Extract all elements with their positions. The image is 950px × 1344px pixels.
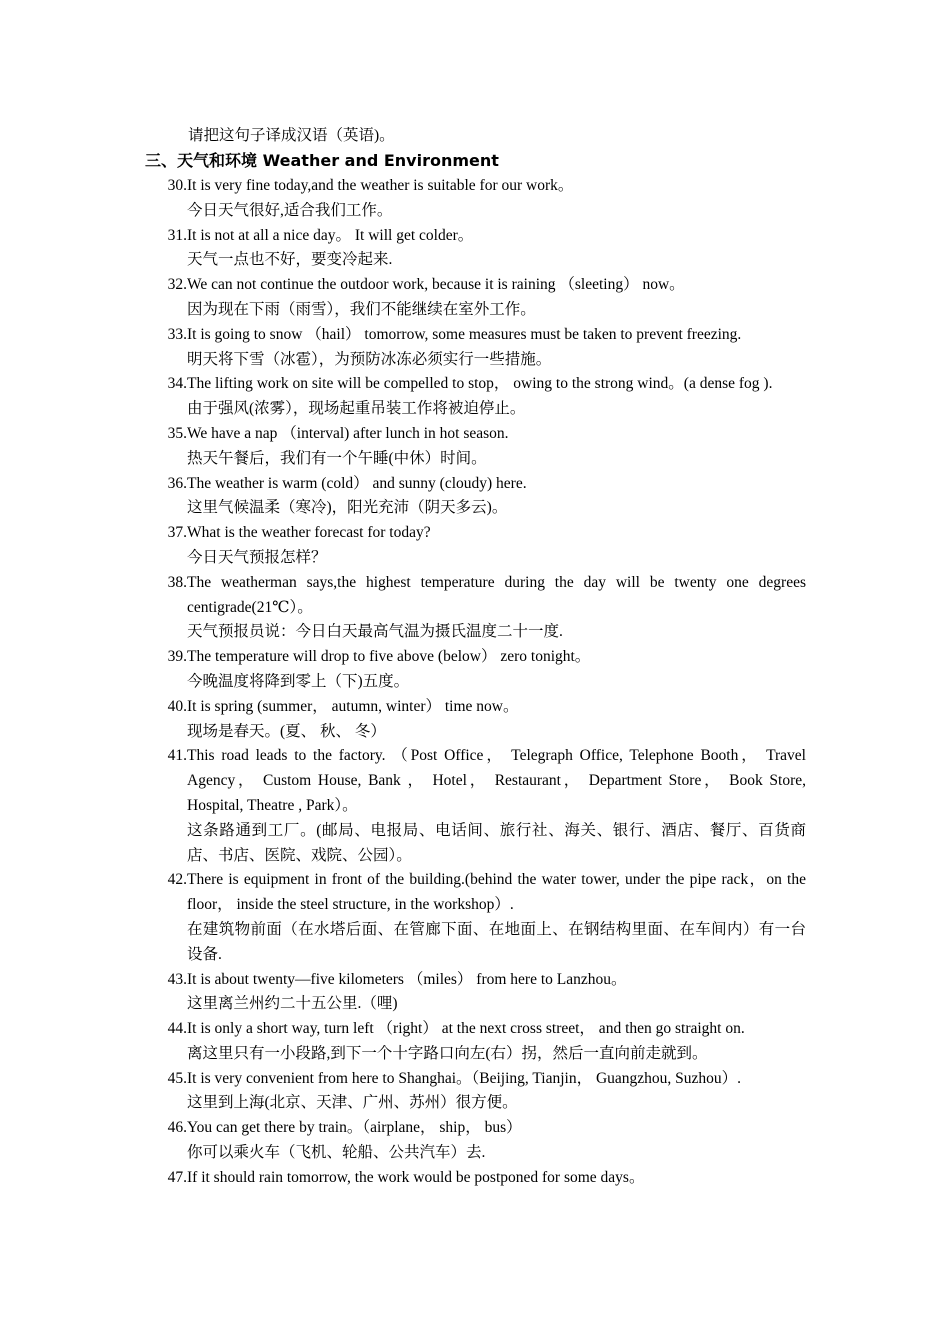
list-item [150, 224, 806, 274]
item-number-text: 31. [167, 226, 187, 244]
item-body [187, 571, 806, 645]
item-number [150, 422, 187, 472]
list-item [150, 174, 806, 224]
item-number-text: 45. [167, 1069, 187, 1087]
item-body [187, 174, 806, 224]
item-number [150, 645, 187, 695]
item-number [150, 1116, 187, 1166]
item-number [150, 1067, 187, 1117]
english-sentence: The temperature will drop to five above (below） zero tonight。 [187, 648, 591, 666]
english-sentence: It is going to snow （hail） tomorrow, some measures must be taken to prevent freezing. [187, 325, 742, 343]
english-sentence: It is very convenient from here to Shanghai。（Beijing, Tianjin， Guangzhou, Suzhou）. [187, 1069, 742, 1087]
english-sentence: We have a nap （interval) after lunch in hot season. [187, 424, 509, 442]
item-number-text: 42. [167, 871, 187, 889]
item-body [187, 1017, 806, 1067]
chinese-translation: 天气预报员说：今日白天最高气温为摄氏温度二十一度. [187, 623, 563, 641]
item-number [150, 868, 187, 967]
english-sentence: It is very fine today,and the weather is suitable for our work。 [187, 177, 574, 194]
english-sentence: The lifting work on site will be compelled to stop， owing to the strong wind。(a dense fog ). [187, 375, 773, 393]
item-body [187, 868, 806, 967]
item-number [150, 968, 187, 1018]
item-number [150, 472, 187, 522]
chinese-translation: 现场是春天。(夏、 秋、 冬） [187, 722, 386, 740]
list-item [150, 645, 806, 695]
item-number-text: 46. [167, 1119, 187, 1137]
chinese-translation: 今日天气很好,适合我们工作。 [187, 201, 393, 219]
item-number-text: 41. [167, 747, 187, 765]
item-number-text: 33. [167, 325, 187, 343]
english-sentence: It is about twenty—five kilometers （miles） from here to Lanzhou。 [187, 970, 627, 988]
item-body [187, 273, 806, 323]
chinese-translation: 热天午餐后，我们有一个午睡(中休）时间。 [187, 449, 487, 467]
item-number [150, 224, 187, 274]
english-sentence: It is only a short way, turn left （right） at the next cross street， and then go straight on. [187, 1020, 745, 1038]
intro-line: 请把这句子译成汉语（英语)。 [188, 127, 395, 144]
item-number [150, 571, 187, 645]
chinese-translation: 因为现在下雨（雨雪），我们不能继续在室外工作。 [187, 300, 536, 318]
list-item [150, 1116, 806, 1166]
english-sentence: It is not at all a nice day。 It will get colder。 [187, 226, 474, 244]
item-body [187, 1166, 806, 1191]
english-sentence: It is spring (summer， autumn, winter） time now。 [187, 697, 519, 715]
english-sentence: The weatherman says,the highest temperature during the day will be twenty one degrees centigrade(21℃）。 [187, 573, 806, 616]
chinese-translation: 天气一点也不好，要变冷起来. [187, 251, 393, 269]
item-number-text: 37. [167, 524, 187, 542]
item-body [187, 968, 806, 1018]
item-body [187, 472, 806, 522]
list-item [150, 521, 806, 571]
item-number-text: 34. [167, 375, 187, 393]
item-number-text: 44. [167, 1020, 187, 1038]
item-body [187, 1067, 806, 1117]
chinese-translation: 这里气候温柔（寒冷)，阳光充沛（阴天多云)。 [187, 499, 508, 517]
item-number [150, 521, 187, 571]
chinese-translation: 这里离兰州约二十五公里.（哩) [187, 995, 398, 1013]
item-number-text: 35. [167, 424, 187, 442]
item-number [150, 372, 187, 422]
list-item [150, 695, 806, 745]
item-body [187, 224, 806, 274]
item-number-text: 40. [167, 697, 187, 715]
item-body [187, 744, 806, 868]
item-number-text: 43. [167, 970, 187, 988]
item-body [187, 521, 806, 571]
item-number [150, 323, 187, 373]
item-body [187, 645, 806, 695]
chinese-translation: 今晚温度将降到零上（下)五度。 [187, 672, 410, 690]
english-sentence: There is equipment in front of the building.(behind the water tower, under the pipe rack，on the floor， inside the steel structure, in the workshop）. [187, 871, 806, 914]
item-number-text: 39. [167, 648, 187, 666]
english-sentence: What is the weather forecast for today? [187, 524, 431, 542]
chinese-translation: 今日天气预报怎样？ [187, 548, 327, 566]
chinese-translation: 离这里只有一小段路,到下一个十字路口向左(右）拐，然后一直向前走就到。 [187, 1044, 708, 1062]
list-item [150, 323, 806, 373]
list-item [150, 372, 806, 422]
chinese-translation: 你可以乘火车（飞机、轮船、公共汽车）去. [187, 1144, 486, 1162]
sentence-list [150, 174, 806, 1191]
chinese-translation: 在建筑物前面（在水塔后面、在管廊下面、在地面上、在钢结构里面、在车间内）有一台设备. [187, 920, 806, 963]
list-item [150, 1166, 806, 1191]
item-body [187, 422, 806, 472]
item-number [150, 174, 187, 224]
english-sentence: If it should rain tomorrow, the work would be postponed for some days。 [187, 1168, 645, 1186]
english-sentence: The weather is warm (cold） and sunny (cloudy) here. [187, 474, 527, 492]
list-item [150, 472, 806, 522]
item-body [187, 372, 806, 422]
item-body [187, 1116, 806, 1166]
list-item [150, 968, 806, 1018]
list-item [150, 744, 806, 868]
chinese-translation: 由于强风(浓雾），现场起重吊装工作将被迫停止。 [187, 400, 526, 418]
list-item [150, 1017, 806, 1067]
section-title: 三、天气和环境 Weather and Environment [145, 151, 499, 170]
item-number [150, 1017, 187, 1067]
list-item [150, 868, 806, 967]
item-number-text: 32. [167, 276, 187, 294]
item-body [187, 323, 806, 373]
chinese-translation: 这里到上海(北京、天津、广州、苏州）很方便。 [187, 1094, 518, 1112]
item-number-text: 30. [167, 177, 187, 194]
item-number-text: 36. [167, 474, 187, 492]
item-number [150, 695, 187, 745]
chinese-translation: 明天将下雪（冰雹），为预防冰冻必须实行一些措施。 [187, 350, 552, 368]
list-item [150, 422, 806, 472]
item-number [150, 1166, 187, 1191]
item-number-text: 47. [167, 1168, 187, 1186]
item-number-text: 38. [167, 573, 187, 591]
english-sentence: You can get there by train。（airplane， ship， bus） [187, 1119, 522, 1137]
english-sentence: We can not continue the outdoor work, because it is raining （sleeting） now。 [187, 276, 685, 294]
english-sentence: This road leads to the factory. （Post Office， Telegraph Office, Telephone Booth， Travel Agency， Custom House, Bank ， Hotel， Restaurant， Department Store， Book Store, Hospital, Theatre , Park）。 [187, 747, 806, 814]
list-item [150, 1067, 806, 1117]
item-body [187, 695, 806, 745]
chinese-translation: 这条路通到工厂。(邮局、电报局、电话间、旅行社、海关、银行、酒店、餐厅、百货商店、书店、医院、戏院、公园）。 [187, 821, 806, 864]
item-number [150, 744, 187, 868]
item-number [150, 273, 187, 323]
list-item [150, 571, 806, 645]
list-item [150, 273, 806, 323]
